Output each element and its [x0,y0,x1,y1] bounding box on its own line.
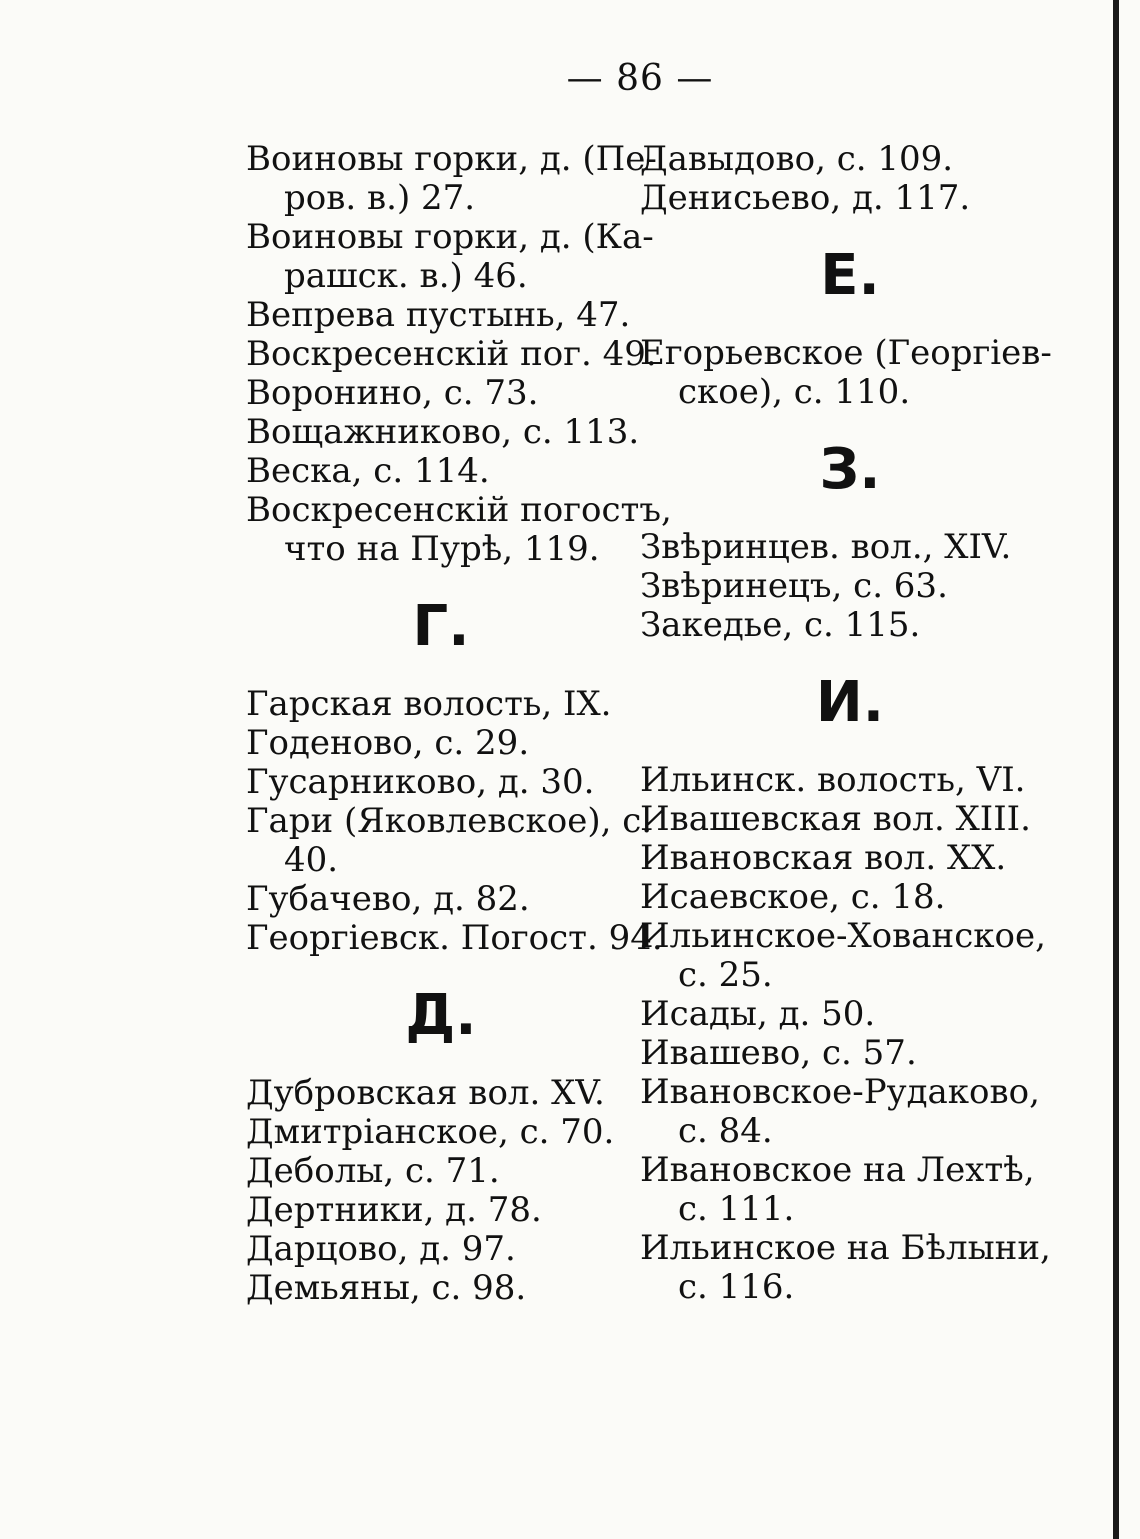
index-entry [246,801,653,880]
entry-continuation-line: с. 25. [678,955,773,995]
index-entry [246,763,636,802]
index-entry [246,1152,636,1191]
index-entry [640,528,1060,567]
index-entry [246,685,636,724]
index-entry [246,374,636,413]
entry-line: Исаевское, с. 18. [640,877,946,917]
entry-line: Воронино, с. 73. [246,373,539,413]
page-edge-line [1113,0,1119,1539]
index-entry [246,1113,636,1152]
entry-line: Давыдово, с. 109. [640,139,954,179]
index-entry [640,140,1060,179]
index-entry [246,412,640,452]
index-entry [640,1034,1060,1073]
section-d-entries [246,1074,636,1308]
section-letter-d: Д. [405,983,477,1048]
section-e-entries [640,334,1060,412]
index-entry [640,606,1060,645]
entry-line: Ильинское-Хованское, [640,916,1046,956]
index-entry [246,918,663,958]
entry-line: Закедье, с. 115. [640,605,921,645]
entry-line: Годеново, с. 29. [246,723,530,763]
entry-line: Дмитріанское, с. 70. [246,1112,615,1152]
index-entry [246,490,672,569]
index-entry [640,878,1060,917]
index-entry [246,139,657,218]
index-entry [640,800,1060,839]
section-letter-i: И. [815,670,885,735]
entry-line: Ивашевская вол. XIII. [640,799,1031,839]
index-entry [246,1269,636,1308]
entry-line: Ивановское на Лехтѣ, [640,1150,1035,1190]
index-entry [640,179,1060,218]
entry-line: Воиновы горки, д. (Ка- [246,217,654,257]
entry-line: Ильинск. волость, VI. [640,760,1026,800]
index-entry [246,296,636,335]
index-entry [640,334,1060,412]
section-v-entries [246,139,672,569]
index-entry [640,917,1060,995]
index-entry [246,217,654,296]
index-entry [246,334,657,374]
entry-line: Деболы, с. 71. [246,1151,500,1191]
section-letter-z: З. [819,437,881,502]
index-entry [246,724,636,763]
entry-continuation-line: ское), с. 110. [678,372,911,412]
entry-line: Гари (Яковлевское), с. [246,801,653,841]
index-entry [640,995,1060,1034]
section-d-continued-entries [640,140,1060,218]
entry-line: Звѣринецъ, с. 63. [640,566,948,606]
entry-line: Звѣринцев. вол., XIV. [640,527,1012,567]
entry-line: Воскресенскій погостъ, [246,490,672,530]
page-number: — 86 — [566,58,714,99]
entry-line: Ивановская вол. XX. [640,838,1007,878]
entry-line: Ильинское на Бѣлыни, [640,1228,1051,1268]
entry-line: Ивановское-Рудаково, [640,1072,1040,1112]
index-entry [640,567,1060,606]
index-entry [246,1191,636,1230]
entry-line: Дубровская вол. XV. [246,1073,605,1113]
entry-line: Воскресенскій пог. 49. [246,334,657,374]
entry-line: Ивашево, с. 57. [640,1033,917,1073]
index-entry [640,761,1060,800]
entry-line: Гарская волость, IX. [246,684,612,724]
index-entry [640,1229,1060,1307]
entry-line: Губачево, д. 82. [246,879,530,919]
entry-line: Дертники, д. 78. [246,1190,542,1230]
section-g-entries [246,684,663,958]
left-column [246,139,672,1308]
entry-line: Георгіевск. Погост. 94. [246,918,663,958]
entry-continuation-line: рашск. в.) 46. [284,256,528,296]
entry-continuation-line: с. 111. [678,1189,795,1229]
entry-continuation-line: с. 84. [678,1111,773,1151]
section-z-entries [640,528,1060,645]
entry-continuation-line: что на Пурѣ, 119. [284,529,600,569]
entry-line: Веска, с. 114. [246,451,490,491]
entry-line: Дарцово, д. 97. [246,1229,516,1269]
entry-continuation-line: 40. [284,840,339,880]
entry-line: Вощажниково, с. 113. [246,412,640,452]
entry-continuation-line: ров. в.) 27. [284,178,476,218]
section-letter-e: Е. [820,243,880,308]
entry-line: Исады, д. 50. [640,994,876,1034]
index-entry [640,1073,1060,1151]
index-entry [640,839,1060,878]
entry-line: Денисьево, д. 117. [640,178,971,218]
entry-line: Воиновы горки, д. (Пе- [246,139,657,179]
index-entry [246,1074,636,1113]
entry-line: Вепрева пустынь, 47. [246,295,631,335]
right-column [640,140,1060,1307]
index-entry [246,452,636,491]
index-entry [246,880,636,919]
entry-line: Гусарниково, д. 30. [246,762,595,802]
entry-line: Егорьевское (Георгіев- [640,333,1052,373]
index-entry [640,1151,1060,1229]
section-letter-g: Г. [412,594,470,659]
entry-continuation-line: с. 116. [678,1267,795,1307]
entry-line: Демьяны, с. 98. [246,1268,527,1308]
index-entry [246,1230,636,1269]
section-i-entries [640,761,1060,1307]
